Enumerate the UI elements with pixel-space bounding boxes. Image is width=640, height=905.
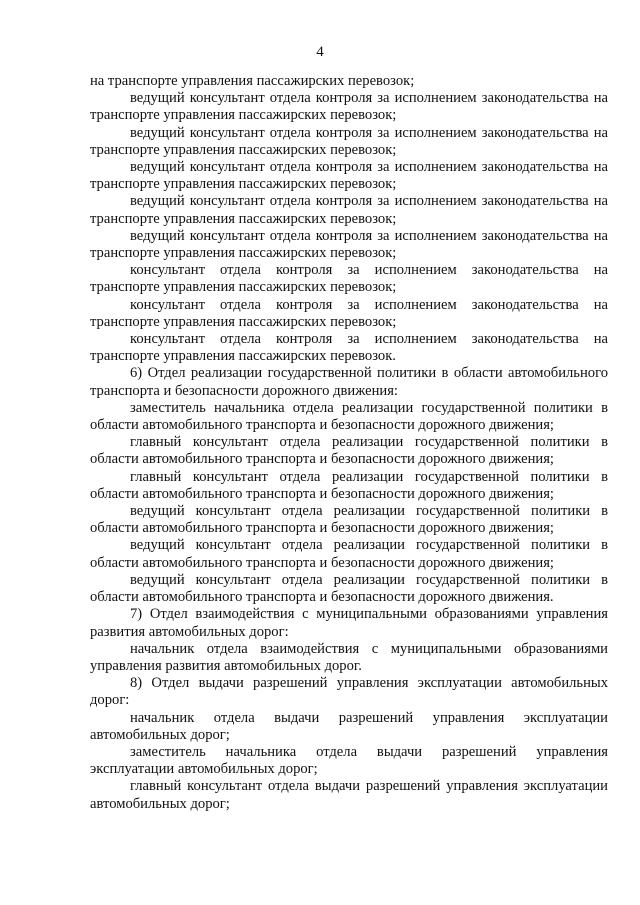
paragraph: ведущий консультант отдела контроля за исполнением законодательства на транспорте управления пассажирских перевозок; (90, 227, 608, 262)
paragraph: заместитель начальника отдела выдачи разрешений управления эксплуатации автомобильных дорог; (90, 743, 608, 778)
page-number: 4 (316, 44, 324, 60)
paragraph: ведущий консультант отдела реализации государственной политики в области автомобильного транспорта и безопасности дорожного движения. (90, 571, 608, 606)
paragraph: начальник отдела взаимодействия с муниципальными образованиями управления развития автомобильных дорог. (90, 640, 608, 674)
paragraph: ведущий консультант отдела контроля за исполнением законодательства на транспорте управления пассажирских перевозок; (90, 159, 608, 193)
paragraph: ведущий консультант отдела реализации государственной политики в области автомобильного транспорта и безопасности дорожного движения; (90, 537, 608, 571)
paragraph: ведущий консультант отдела контроля за исполнением законодательства на транспорте управления пассажирских перевозок; (90, 124, 608, 158)
paragraph: консультант отдела контроля за исполнением законодательства на транспорте управления пассажирских перевозок. (90, 331, 608, 365)
paragraph: главный консультант отдела реализации государственной политики в области автомобильного транспорта и безопасности дорожного движения; (90, 468, 608, 502)
section-heading-6: 6) Отдел реализации государственной политики в области автомобильного транспорта и безопасности дорожного движения: (90, 365, 608, 399)
paragraph: ведущий консультант отдела контроля за исполнением законодательства на транспорте управления пассажирских перевозок; (90, 90, 608, 124)
paragraph: начальник отдела выдачи разрешений управления эксплуатации автомобильных дорог; (90, 709, 608, 743)
paragraph: на транспорте управления пассажирских перевозок; (90, 73, 415, 89)
paragraph: заместитель начальника отдела реализации государственной политики в области автомобильного транспорта и безопасности дорожного движения; (90, 399, 608, 434)
paragraph: главный консультант отдела выдачи разрешений управления эксплуатации автомобильных дорог; (90, 778, 608, 812)
paragraph: главный консультант отдела реализации государственной политики в области автомобильного транспорта и безопасности дорожного движения; (90, 434, 608, 468)
paragraph: консультант отдела контроля за исполнением законодательства на транспорте управления пассажирских перевозок; (90, 296, 608, 330)
paragraph: ведущий консультант отдела контроля за исполнением законодательства на транспорте управления пассажирских перевозок; (90, 193, 608, 227)
section-heading-8: 8) Отдел выдачи разрешений управления эксплуатации автомобильных дорог: (90, 675, 608, 709)
paragraph: ведущий консультант отдела реализации государственной политики в области автомобильного транспорта и безопасности дорожного движения; (90, 503, 608, 537)
document-body (90, 73, 608, 813)
paragraph: консультант отдела контроля за исполнением законодательства на транспорте управления пассажирских перевозок; (90, 262, 608, 296)
section-heading-7: 7) Отдел взаимодействия с муниципальными образованиями управления развития автомобильных дорог: (90, 606, 608, 640)
